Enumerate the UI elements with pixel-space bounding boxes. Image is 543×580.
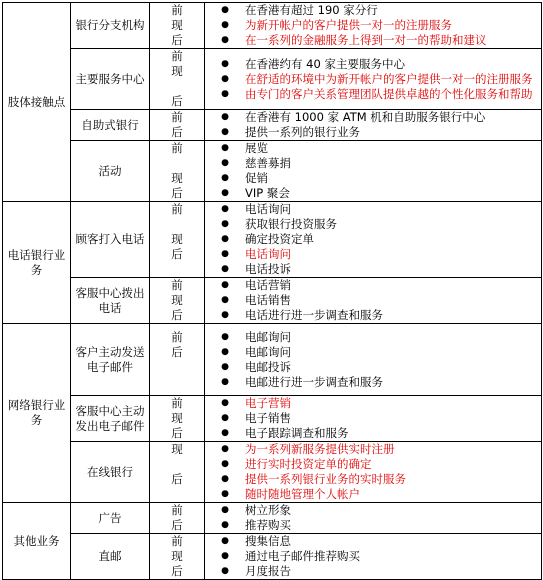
bullet-icon: ●: [221, 520, 229, 530]
item-text: 在香港约有 40 家主要服务中心: [245, 56, 405, 71]
table-row: [3, 396, 542, 442]
stage-label: 现: [171, 232, 183, 246]
subchannel-label: 在线银行: [87, 464, 133, 479]
item-text: 在一系列的金融服务上得到一对一的帮助和建议: [245, 33, 487, 47]
item-text: 电话进行进一步调查和服务: [245, 308, 383, 322]
bullet-icon: ●: [221, 204, 229, 214]
list-item: [205, 360, 541, 375]
bullet-icon: ●: [221, 234, 229, 244]
channel-cell: [3, 202, 71, 324]
list-item: [205, 396, 541, 411]
list-item: [205, 186, 541, 201]
stage-label: 后: [171, 472, 183, 486]
list-item: [205, 534, 541, 549]
list-item: [205, 156, 541, 171]
bullet-icon: ●: [221, 158, 229, 168]
item-text: 随时随地管理个人帐户: [245, 487, 360, 501]
subchannel-cell: [71, 110, 150, 141]
stage-label: 后: [171, 33, 183, 47]
subchannel-cell: [71, 49, 150, 110]
table-row: [3, 534, 542, 580]
item-text: VIP 聚会: [245, 186, 290, 200]
stage-label: 现: [171, 18, 183, 32]
items-cell: [205, 278, 542, 324]
list-item: [205, 3, 541, 18]
item-text: 在舒适的环境中为新开帐户的客户提供一对一的注册服务: [245, 71, 533, 86]
subchannel-cell: [71, 3, 150, 49]
bullet-icon: ●: [221, 295, 229, 305]
item-text: 提供一系列银行业务的实时服务: [245, 472, 406, 486]
stage-cell: [150, 141, 205, 202]
channel-cell: [3, 324, 71, 503]
item-text: 推荐购买: [245, 518, 291, 532]
item-text: 电话投诉: [245, 262, 291, 276]
stage-label: 后: [171, 308, 183, 322]
bullet-icon: ●: [221, 310, 229, 320]
bullet-icon: ●: [221, 444, 229, 454]
table-row: [3, 278, 542, 324]
stage-label: 后: [171, 125, 183, 139]
channel-label: 其他业务: [13, 533, 60, 548]
document-page: [2, 2, 541, 578]
subchannel-label: 顾客打入电话: [75, 232, 145, 246]
stage-cell: [150, 3, 205, 49]
item-text: 通过电子邮件推荐购买: [245, 549, 360, 563]
bullet-icon: ●: [221, 413, 229, 423]
subchannel-label: 客服中心主动发出电子邮件: [75, 403, 145, 433]
stage-cell: [150, 534, 205, 580]
subchannel-cell: [71, 141, 150, 202]
bullet-icon: ●: [221, 474, 229, 484]
list-item: [205, 330, 541, 345]
bullet-icon: ●: [221, 127, 229, 137]
items-cell: [205, 534, 542, 580]
bullet-icon: ●: [221, 331, 229, 342]
channel-cell: [3, 503, 71, 580]
item-text: 电话询问: [245, 247, 291, 261]
channel-label: 肢体接触点: [7, 94, 66, 109]
bullet-icon: ●: [221, 536, 229, 546]
stage-label: [150, 375, 204, 390]
item-text: 在香港有 1000 家 ATM 机和自助服务银行中心: [245, 110, 486, 124]
stage-label: 后: [171, 186, 183, 200]
bullet-icon: ●: [221, 73, 229, 84]
stage-label: [150, 217, 204, 232]
list-item: [205, 72, 541, 87]
touchpoint-table: [2, 2, 542, 580]
list-item: [205, 293, 541, 308]
table-row: [3, 442, 542, 503]
subchannel-cell: [71, 396, 150, 442]
channel-label: 电话银行业务: [7, 247, 66, 277]
items-cell: [205, 442, 542, 503]
bullet-icon: ●: [221, 173, 229, 183]
subchannel-label: 银行分支机构: [75, 18, 145, 32]
item-text: 电邮投诉: [245, 359, 291, 374]
stage-label: 前: [171, 110, 183, 124]
bullet-icon: ●: [221, 143, 229, 153]
list-item: [205, 278, 541, 293]
stage-label: 现: [171, 442, 183, 456]
item-text: 慈善募捐: [245, 156, 291, 170]
list-item: [205, 375, 541, 390]
list-item: [205, 503, 541, 518]
bullet-icon: ●: [221, 20, 229, 30]
list-item: [205, 247, 541, 262]
subchannel-cell: [71, 278, 150, 324]
item-text: 电话销售: [245, 293, 291, 307]
list-item: [205, 411, 541, 426]
list-item: [205, 110, 541, 125]
channel-label: 网络银行业务: [7, 398, 66, 427]
bullet-icon: ●: [221, 188, 229, 198]
list-item: [205, 487, 541, 502]
item-text: 搜集信息: [245, 534, 291, 548]
bullet-icon: ●: [221, 280, 229, 290]
bullet-icon: ●: [221, 551, 229, 561]
list-item: [205, 202, 541, 217]
bullet-icon: ●: [221, 361, 229, 372]
list-item: [205, 457, 541, 472]
item-text: 月度报告: [245, 564, 291, 578]
table-row: [3, 110, 542, 141]
stage-label: 前: [171, 3, 183, 17]
bullet-icon: ●: [221, 35, 229, 45]
list-item: [205, 442, 541, 457]
stage-label: 前: [171, 329, 183, 344]
stage-label: 前: [171, 202, 183, 216]
item-text: 确定投资定单: [245, 232, 314, 246]
stage-cell: [150, 49, 205, 110]
stage-cell: [150, 324, 205, 396]
bullet-icon: ●: [221, 264, 229, 274]
stage-label: 前: [171, 396, 183, 410]
stage-label: 现: [171, 64, 183, 78]
list-item: [205, 308, 541, 323]
list-item: [205, 518, 541, 533]
subchannel-label: 客户主动发送电子邮件: [75, 344, 145, 374]
item-text: 树立形象: [245, 503, 291, 517]
item-text: 由专门的客户关系管理团队提供卓越的个性化服务和帮助: [245, 86, 533, 101]
subchannel-cell: [71, 442, 150, 503]
stage-label: 现: [171, 411, 183, 425]
stage-label: [150, 360, 204, 375]
subchannel-cell: [71, 534, 150, 580]
bullet-icon: ●: [221, 219, 229, 229]
item-text: 电话营销: [245, 278, 291, 292]
list-item: [205, 549, 541, 564]
stage-cell: [150, 278, 205, 324]
stage-label: 后: [171, 344, 183, 359]
item-text: 获取银行投资服务: [245, 217, 337, 231]
table-row: [3, 503, 542, 534]
stage-label: 现: [171, 293, 183, 307]
stage-label: 前: [171, 534, 183, 548]
table-row: [3, 49, 542, 110]
bullet-icon: ●: [221, 505, 229, 515]
subchannel-label: 广告: [98, 510, 122, 525]
bullet-icon: ●: [221, 459, 229, 469]
subchannel-label: 主要服务中心: [75, 71, 145, 86]
bullet-icon: ●: [221, 58, 229, 69]
list-item: [205, 33, 541, 48]
list-item: [205, 87, 541, 102]
stage-label: [150, 487, 204, 502]
list-item: [205, 262, 541, 277]
subchannel-cell: [71, 503, 150, 534]
bullet-icon: ●: [221, 88, 229, 99]
stage-label: [150, 156, 204, 171]
item-text: 电子销售: [245, 411, 291, 425]
stage-label: 后: [171, 426, 183, 440]
bullet-icon: ●: [221, 376, 229, 387]
item-text: 在香港有超过 190 家分行: [245, 3, 378, 17]
list-item: [205, 57, 541, 72]
stage-cell: [150, 442, 205, 503]
bullet-icon: ●: [221, 398, 229, 408]
table-row: [3, 141, 542, 202]
items-cell: [205, 503, 542, 534]
item-text: 电话询问: [245, 202, 291, 216]
subchannel-cell: [71, 202, 150, 278]
stage-cell: [150, 503, 205, 534]
item-text: 电邮询问: [245, 344, 291, 359]
items-cell: [205, 141, 542, 202]
stage-label: [150, 79, 204, 94]
items-cell: [205, 3, 542, 49]
stage-cell: [150, 110, 205, 141]
items-cell: [205, 110, 542, 141]
list-item: [205, 232, 541, 247]
items-cell: [205, 49, 542, 110]
item-text: 电子跟踪调查和服务: [245, 426, 349, 440]
list-item: [205, 564, 541, 579]
bullet-icon: ●: [221, 346, 229, 357]
item-text: 为一系列新服务提供实时注册: [245, 442, 395, 456]
item-text: 促销: [245, 171, 268, 185]
items-cell: [205, 324, 542, 396]
bullet-icon: ●: [221, 566, 229, 576]
table-row: [3, 3, 542, 49]
items-cell: [205, 396, 542, 442]
table-row: [3, 202, 542, 278]
list-item: [205, 426, 541, 441]
item-text: 电邮进行进一步调查和服务: [245, 374, 383, 389]
items-cell: [205, 202, 542, 278]
stage-label: 前: [171, 141, 183, 155]
list-item: [205, 345, 541, 360]
item-text: 展览: [245, 141, 268, 155]
bullet-icon: ●: [221, 489, 229, 499]
list-item: [205, 18, 541, 33]
list-item: [205, 217, 541, 232]
stage-cell: [150, 396, 205, 442]
item-text: 电子营销: [245, 396, 291, 410]
stage-label: 前: [171, 503, 183, 517]
list-item: [205, 171, 541, 186]
list-item: [205, 472, 541, 487]
item-text: 进行实时投资定单的确定: [245, 457, 372, 471]
item-text: 提供一系列的银行业务: [245, 125, 360, 139]
subchannel-label: 自助式银行: [81, 117, 139, 132]
channel-cell: [3, 3, 71, 202]
stage-label: 现: [171, 171, 183, 185]
list-item: [205, 125, 541, 140]
item-text: 电邮询问: [245, 329, 291, 344]
subchannel-cell: [71, 324, 150, 396]
subchannel-label: 直邮: [98, 549, 122, 563]
list-item: [205, 141, 541, 156]
subchannel-label: 客服中心拨出电话: [75, 285, 145, 315]
table-row: [3, 324, 542, 396]
stage-label: 现: [171, 549, 183, 563]
bullet-icon: ●: [221, 249, 229, 259]
subchannel-label: 活动: [98, 163, 122, 178]
stage-label: 后: [171, 247, 183, 261]
item-text: 为新开帐户的客户提供一对一的注册服务: [245, 18, 452, 32]
stage-label: [150, 457, 204, 472]
stage-label: 后: [171, 94, 183, 108]
bullet-icon: ●: [221, 5, 229, 15]
stage-label: 后: [171, 518, 183, 532]
stage-label: 前: [171, 278, 183, 292]
stage-label: 后: [171, 564, 183, 578]
bullet-icon: ●: [221, 428, 229, 438]
stage-label: 前: [171, 49, 183, 63]
bullet-icon: ●: [221, 112, 229, 122]
stage-label: [150, 262, 204, 277]
stage-cell: [150, 202, 205, 278]
